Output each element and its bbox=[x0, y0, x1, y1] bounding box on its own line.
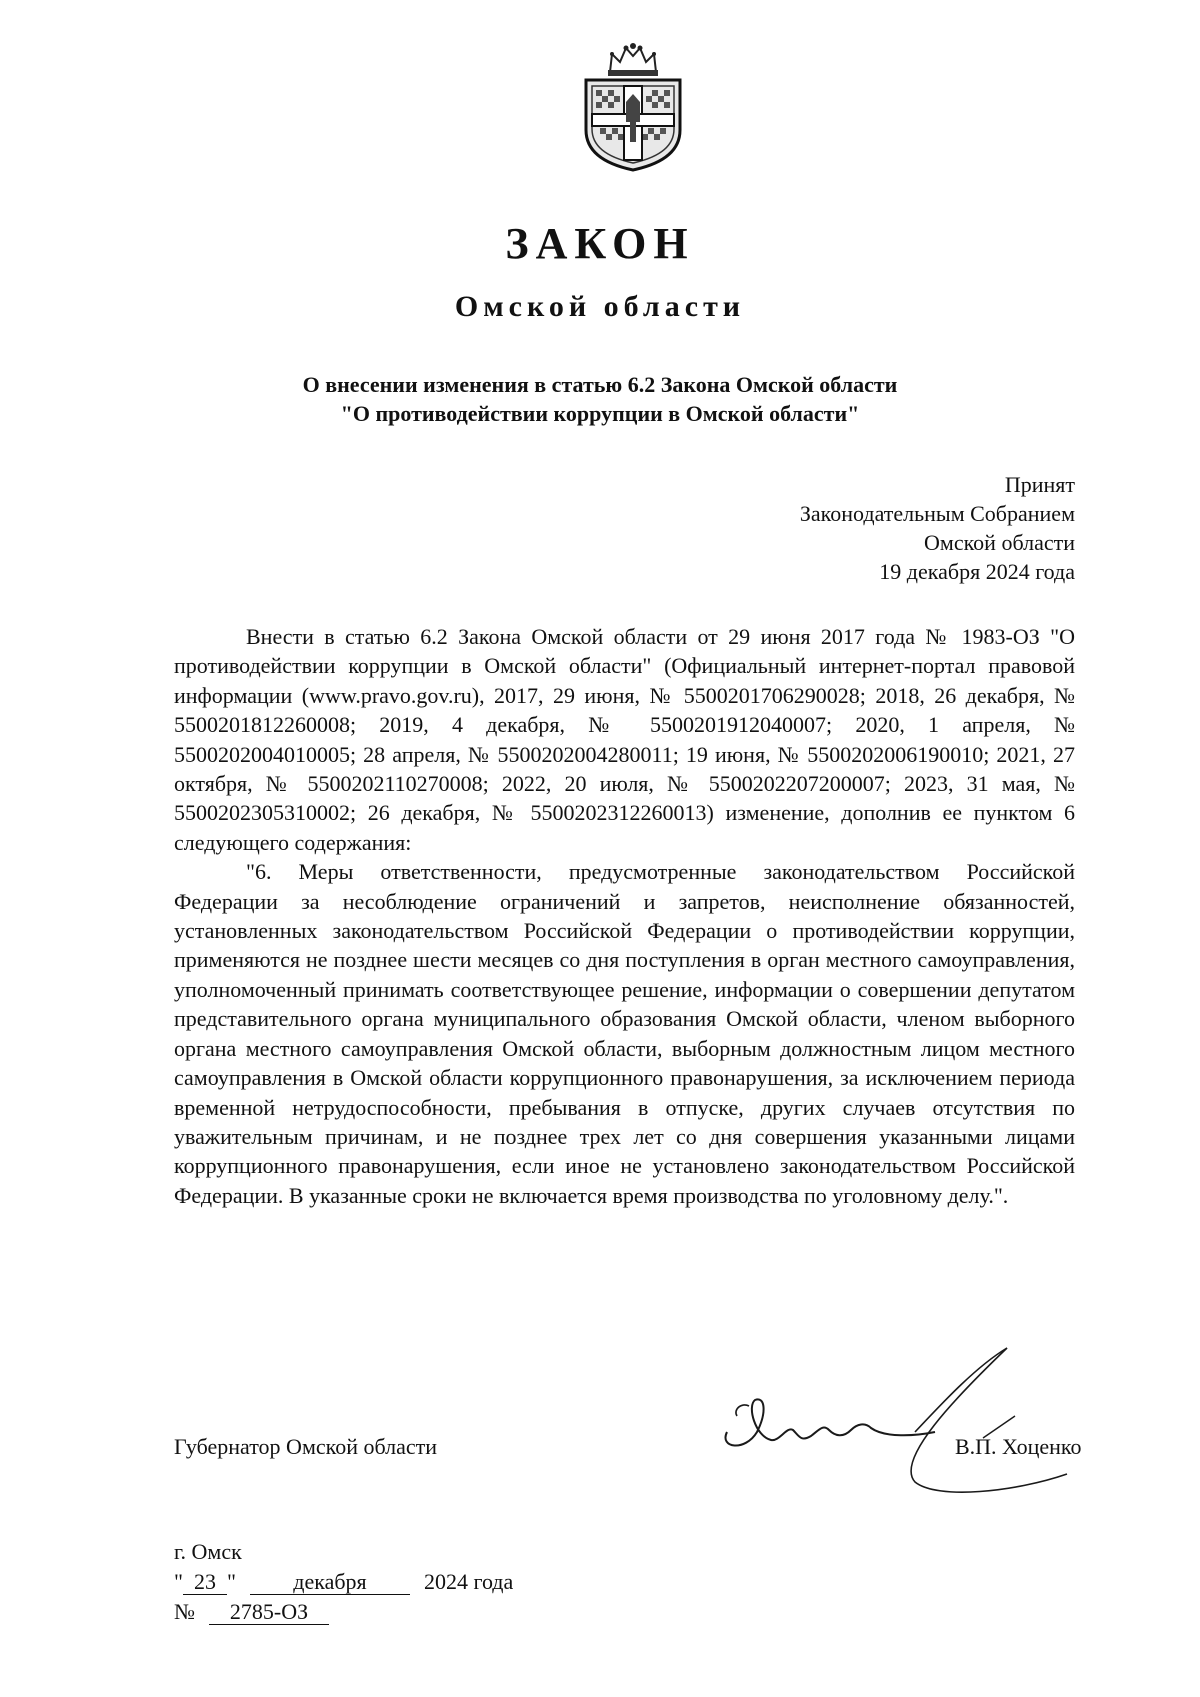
document-city: г. Омск bbox=[174, 1539, 242, 1564]
document-number-line bbox=[174, 1597, 513, 1627]
adoption-block bbox=[655, 470, 1075, 586]
document-region: Омской области bbox=[454, 290, 746, 323]
date-year: 2024 года bbox=[423, 1569, 514, 1594]
adoption-date: 19 декабря 2024 года bbox=[879, 559, 1075, 584]
date-quote-close: " bbox=[226, 1569, 236, 1594]
subject-line: О внесении изменения в статью 6.2 Закона Омской области bbox=[302, 372, 898, 397]
document-footer bbox=[174, 1537, 513, 1627]
body-paragraph: Внести в статью 6.2 Закона Омской области от 29 июня 2017 года № 1983-ОЗ "О противодействии коррупции в Омской области" (Официальный интернет-портал правовой информации (www.pravo.gov.ru), 2017, 29 июня, № 5500201706290028; 2018, 26 декабря, № 5500201812260008; 2019, 4 декабря, № 5500201912040007; 2020, 1 апреля, № 5500202004010005; 28 апреля, № 5500202004280011; 19 июня, № 5500202006190010; 2021, 27 октября, № 5500202110270008; 2022, 20 июля, № 5500202207200007; 2023, 31 мая, № 5500202305310002; 26 декабря, № 5500202312260013) изменение, дополнив ее пунктом 6 следующего содержания: bbox=[174, 624, 1075, 855]
body-paragraph: "6. Меры ответственности, предусмотренные законодательством Российской Федерации за несоблюдение ограничений и запретов, неисполнение обязанностей, установленных законодательством Российской Федерации о противодействии коррупции, применяются не позднее шести месяцев со дня поступления в орган местного самоуправления, уполномоченный принимать соответствующее решение, информации о совершении депутатом представительного органа муниципального образования Омской области, членом выборного органа местного самоуправления Омской области, выборным должностным лицом местного самоуправления в Омской области коррупционного правонарушения, за исключением периода временной нетрудоспособности, пребывания в отпуске, других случаев отсутствия по уважительным причинам, и не позднее трех лет со дня совершения указанными лицами коррупционного правонарушения, если иное не установлено законодательством Российской Федерации. В указанные сроки не включается время производства по уголовному делу.". bbox=[174, 859, 1075, 1208]
date-quote-open: " bbox=[174, 1569, 183, 1594]
date-day: 23 bbox=[183, 1570, 227, 1595]
governor-label: Губернатор Омской области bbox=[174, 1434, 438, 1459]
adoption-line: Законодательным Собранием bbox=[799, 501, 1075, 526]
number-sign: № bbox=[174, 1599, 195, 1624]
law-body bbox=[174, 622, 1075, 1210]
document-subject bbox=[0, 370, 1200, 428]
handwritten-signature-icon bbox=[715, 1340, 1115, 1500]
document-number: 2785-ОЗ bbox=[209, 1600, 329, 1625]
document-date bbox=[174, 1567, 513, 1597]
adoption-line: Омской области bbox=[924, 530, 1075, 555]
document-title: ЗАКОН bbox=[505, 219, 695, 268]
adoption-line: Принят bbox=[1004, 472, 1075, 497]
omsk-coat-of-arms-icon bbox=[580, 42, 686, 172]
date-month: декабря bbox=[250, 1570, 410, 1595]
subject-line: "О противодействии коррупции в Омской области" bbox=[340, 401, 860, 426]
governor-name: В.П. Хоценко bbox=[955, 1434, 1082, 1459]
